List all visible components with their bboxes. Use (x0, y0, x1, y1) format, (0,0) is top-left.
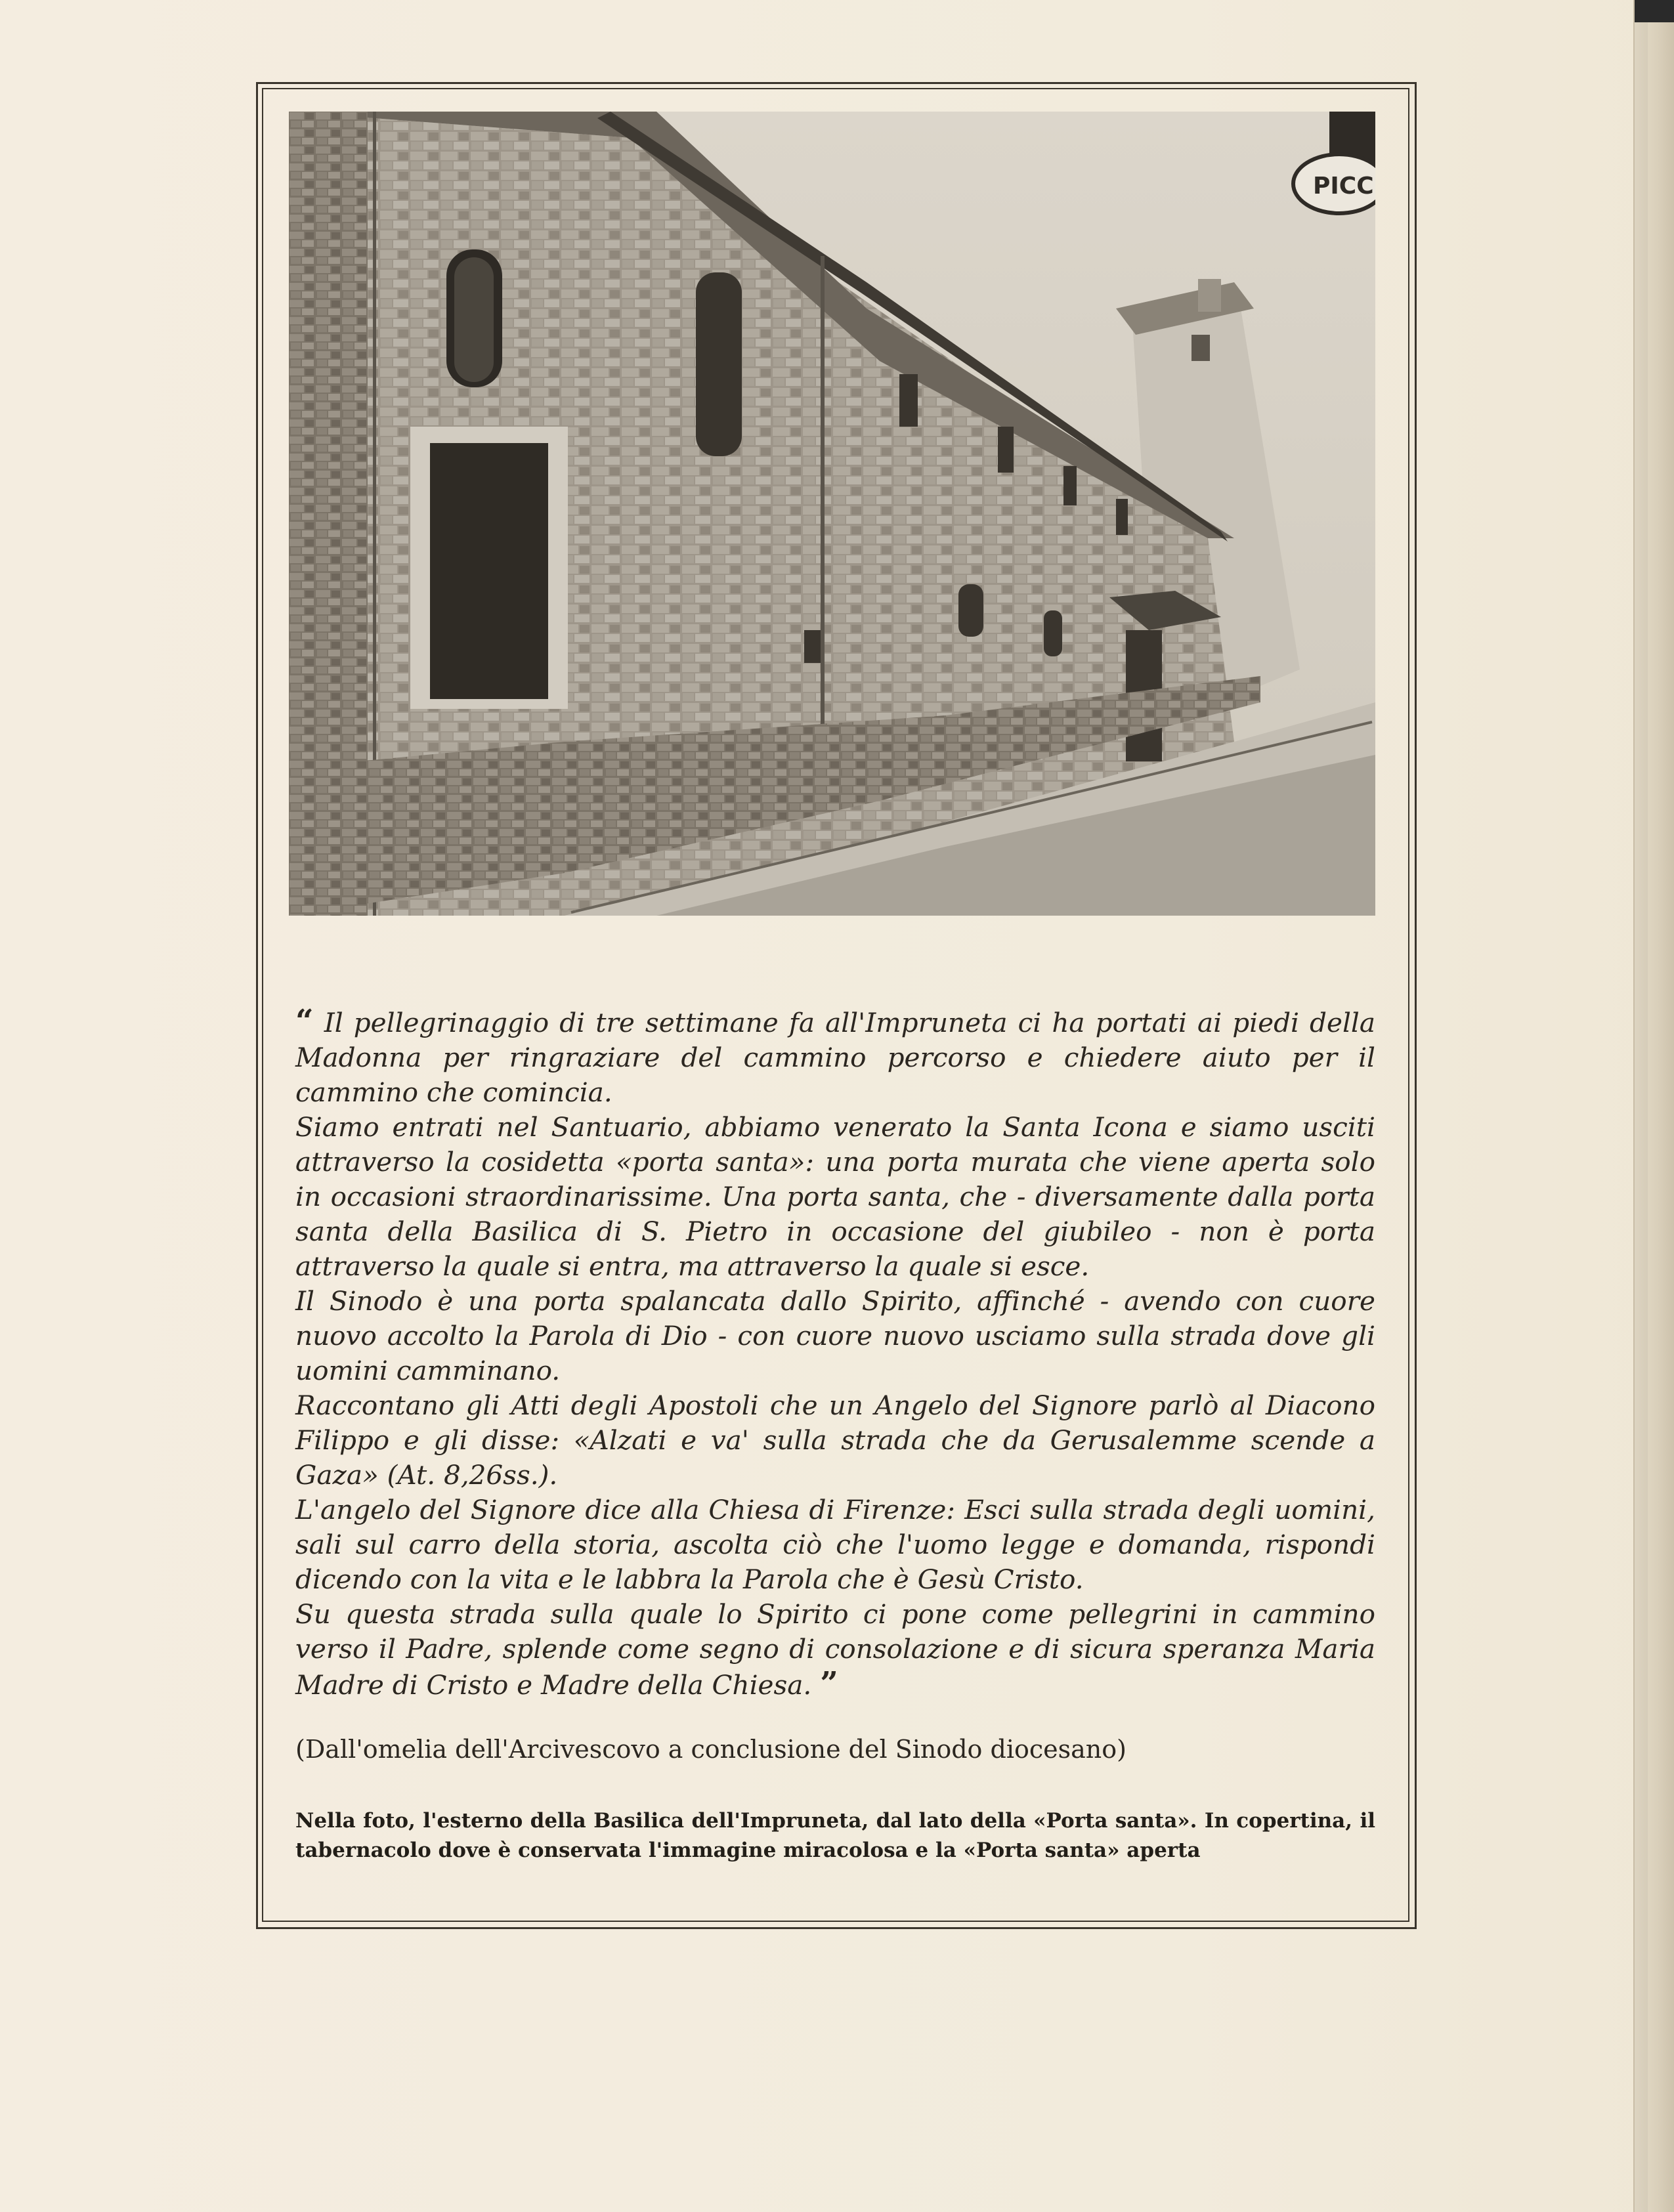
page-right-edge (1633, 0, 1674, 2212)
photo-caption: Nella foto, l'esterno della Basilica dell'Impruneta, dal lato della «Porta santa». In copertina, il tabernacolo dove è conservata l'immagine miracolosa e la «Porta santa» aperta (295, 1809, 1375, 1862)
quote-paragraph: Raccontano gli Atti degli Apostoli che un Angelo del Signore parlò al Diacono Filippo e gli disse: «Alzati e va' sulla strada che da Gerusalemme scende a Gaza» (At. 8,26ss.). (295, 1390, 1375, 1491)
quote-paragraph: L'angelo del Signore dice alla Chiesa di Firenze: Esci sulla strada degli uomini, sali sul carro della storia, ascolta ciò che l'uomo legge e domanda, rispondi dicendo con la vita e le labbra la Parola che è Gesù Cristo. (295, 1494, 1375, 1595)
open-quote-mark: “ (295, 1003, 314, 1040)
quote-paragraph: “ Il pellegrinaggio di tre settimane fa all'Impruneta ci ha portati ai piedi della Madonna per ringraziare del cammino percorso e chiedere aiuto per il cammino che comincia. (295, 1003, 1375, 1108)
quote-paragraph: Su questa strada sulla quale lo Spirito ci pone come pellegrini in cammino verso il Padre, splende come segno di consolazione e di sicura speranza Maria Madre di Cristo e Madre della Chiesa. ” (295, 1598, 1375, 1702)
sign-text: PICC (1313, 173, 1374, 200)
basilica-photo (289, 112, 1375, 916)
quote-paragraph: Siamo entrati nel Santuario, abbiamo venerato la Santa Icona e siamo usciti attraverso la cosidetta «porta santa»: una porta murata che viene aperta solo in occasioni straordinarissime. Una porta santa, che - diversamente dalla porta santa della Basilica di S. Pietro in occasione del giubileo - non è porta attraverso la quale si entra, ma attraverso la quale si esce. (295, 1111, 1375, 1282)
quote-attribution: (Dall'omelia dell'Arcivescovo a conclusione del Sinodo diocesano) (295, 1735, 1127, 1764)
quote-paragraph: Il Sinodo è una porta spalancata dallo Spirito, affinché - avendo con cuore nuovo accolto la Parola di Dio - con cuore nuovo usciamo sulla strada dove gli uomini camminano. (295, 1285, 1375, 1386)
corner-mark (1635, 0, 1674, 22)
homily-quote (295, 1004, 1375, 1703)
close-quote-mark: ” (820, 1665, 838, 1702)
